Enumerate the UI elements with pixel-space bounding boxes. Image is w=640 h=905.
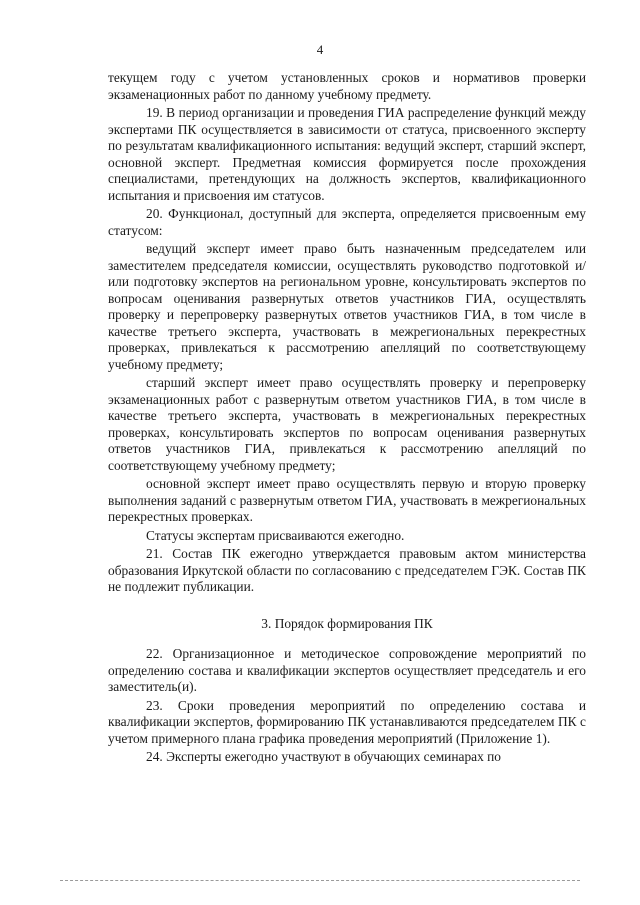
section-heading: 3. Порядок формирования ПК xyxy=(261,615,433,631)
paragraph-20: 20. Функционал, доступный для эксперта, определяется присвоенным ему статусом: xyxy=(108,206,586,238)
paragraph-main-expert: основной эксперт имеет право осуществлять первую и вторую проверку выполнения заданий с развернутым ответом ГИА, участвовать в межрегиональных перекрестных проверках. xyxy=(108,476,586,524)
paragraph-continuation: текущем году с учетом установленных сроков и нормативов проверки экзаменационных работ по данному учебному предмету. xyxy=(108,70,586,102)
paragraph-senior-expert: старший эксперт имеет право осуществлять проверку и перепроверку экзаменационных работ с развернутым ответом участников ГИА, в том числе в качестве третьего эксперта, участвовать в межрегиональных перекрестных проверках, консультировать экспертов по вопросам оценивания развернутых ответов участников ГИА, привлекаться к рассмотрению апелляций по соответствующему учебному предмету; xyxy=(108,375,586,473)
paragraph-24: 24. Эксперты ежегодно участвуют в обучающих семинарах по xyxy=(146,749,501,764)
paragraph-19: 19. В период организации и проведения ГИА распределение функций между экспертами ПК осуществляется в зависимости от статуса, присвоенного эксперту по результатам квалификационного испытания: ведущий эксперт, старший эксперт, основной эксперт. Предметная комиссия формируется после прохождения специалистами, претендующих на должность экспертов, квалификационного испытания и присвоения им статусов. xyxy=(108,105,586,203)
footer-divider xyxy=(60,880,580,881)
page-number: 4 xyxy=(316,42,324,57)
paragraph-lead-expert: ведущий эксперт имеет право быть назначенным председателем или заместителем председателя комиссии, осуществлять руководство подготовкой и/или подготовку экспертов на региональном уровне, консультировать экспертов по вопросам оценивания развернутых ответов участников ГИА, осуществлять проверку и перепроверку развернутых ответов участников ГИА, в том числе в качестве третьего эксперта, участвовать в межрегиональных перекрестных проверках, привлекаться к рассмотрению апелляций по соответствующему учебному предмету; xyxy=(108,241,586,372)
document-body xyxy=(108,70,586,766)
paragraph-22: 22. Организационное и методическое сопровождение мероприятий по определению состава и квалификации экспертов осуществляет председатель и его заместитель(и). xyxy=(108,646,586,694)
paragraph-statuses: Статусы экспертам присваиваются ежегодно. xyxy=(146,527,405,543)
paragraph-23: 23. Сроки проведения мероприятий по определению состава и квалификации экспертов, формированию ПК устанавливаются председателем ПК с учетом примерного плана графика проведения мероприятий (Приложение 1). xyxy=(108,697,586,746)
paragraph-21: 21. Состав ПК ежегодно утверждается правовым актом министерства образования Иркутской области по согласованию с председателем ГЭК. Состав ПК не подлежит публикации. xyxy=(108,546,586,594)
